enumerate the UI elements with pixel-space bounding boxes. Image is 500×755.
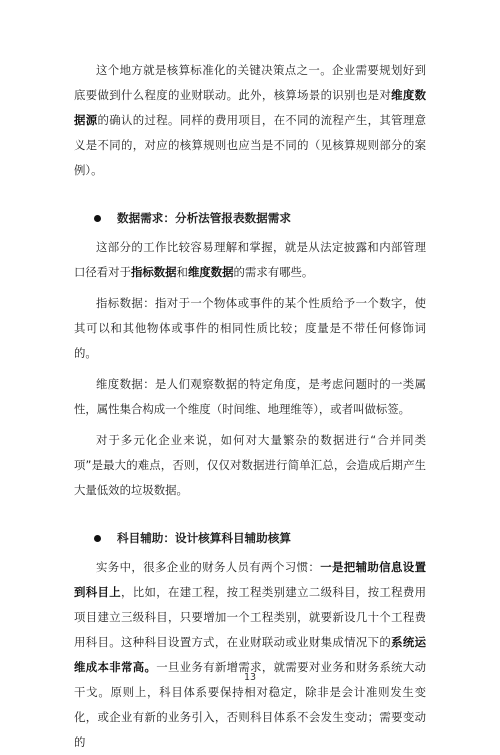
text-span: 实务中，很多企业的财务人员有两个习惯： — [96, 560, 321, 574]
text-span: 和 — [176, 265, 188, 279]
text-span: 的需求有哪些。 — [233, 265, 314, 279]
bold-span: 一是把辅助信息设置到科目上 — [74, 560, 426, 599]
text-span: 这个地方就是核算标准化的关键决策点之一。企业需要规划好到底要做到什么程度的业财联动。此外，核算场景的识别也是对 — [74, 63, 426, 102]
section-heading-data-requirements — [74, 205, 426, 231]
bold-span: 维度数据源 — [74, 88, 426, 127]
bullet-icon — [94, 535, 101, 542]
heading-text: 科目辅助：设计核算科目辅助核算 — [117, 531, 291, 545]
text-span: 这部分的工作比较容易理解和掌握，就是从法定披露和内部管理口径看对于 — [74, 240, 426, 279]
paragraph-indicator-data: 指标数据：指对于一个物体或事件的某个性质给予一个数字，使其可以和其他物体或事件的相同性质比较；度量是不带任何修饰词的。 — [74, 296, 426, 360]
bold-span: 系统运维成本非常高。 — [74, 635, 426, 674]
paragraph-diversified-enterprise — [74, 428, 426, 503]
bold-span: 维度数据 — [187, 265, 234, 279]
text-span: 对于多元化企业来说，如何对大量繁杂的数据进行“合并同类项”是最大的难点，否则，仅仅对数据进行简单汇总，会造成后期产生大量低效的垃圾数据。 — [74, 433, 426, 497]
paragraph-data-requirements — [74, 235, 426, 285]
text-span: 的确认的过程。同样的费用项目，在不同的流程产生，其管理意义是不同的，对应的核算规则也应当是不同的（见核算规则部分的案例）。 — [74, 113, 426, 177]
paragraph-dimension-data: 维度数据：是人们观察数据的特定角度，是考虑问题时的一类属性，属性集合构成一个维度（时间维、地理维等），或者叫做标签。 — [74, 377, 426, 416]
heading-text: 数据需求：分析法管报表数据需求 — [117, 211, 291, 225]
paragraph-accounting-scenario — [74, 58, 426, 183]
bullet-icon — [94, 215, 101, 222]
text-span: ，比如，在建工程，按工程类别建立二级科目，按工程费用项目建立三级科目，只要增加一个工程类别，就要新设几十个工程费用科目。这种科目设置方式，在业财联动或业财集成情况下的 — [74, 585, 426, 649]
page-number: 13 — [243, 672, 257, 683]
section-heading-account-auxiliary — [74, 525, 426, 551]
paragraph-account-practice — [74, 555, 426, 755]
bold-span: 指标数据 — [130, 265, 177, 279]
text-span: 一旦业务有新增需求，就需要对业务和财务系统大动干戈。原则上，科目体系要保持相对稳定，除非是会计准则发生变化，或企业有新的业务引入，否则科目体系不会发生变动；需要变动的 — [74, 660, 426, 749]
